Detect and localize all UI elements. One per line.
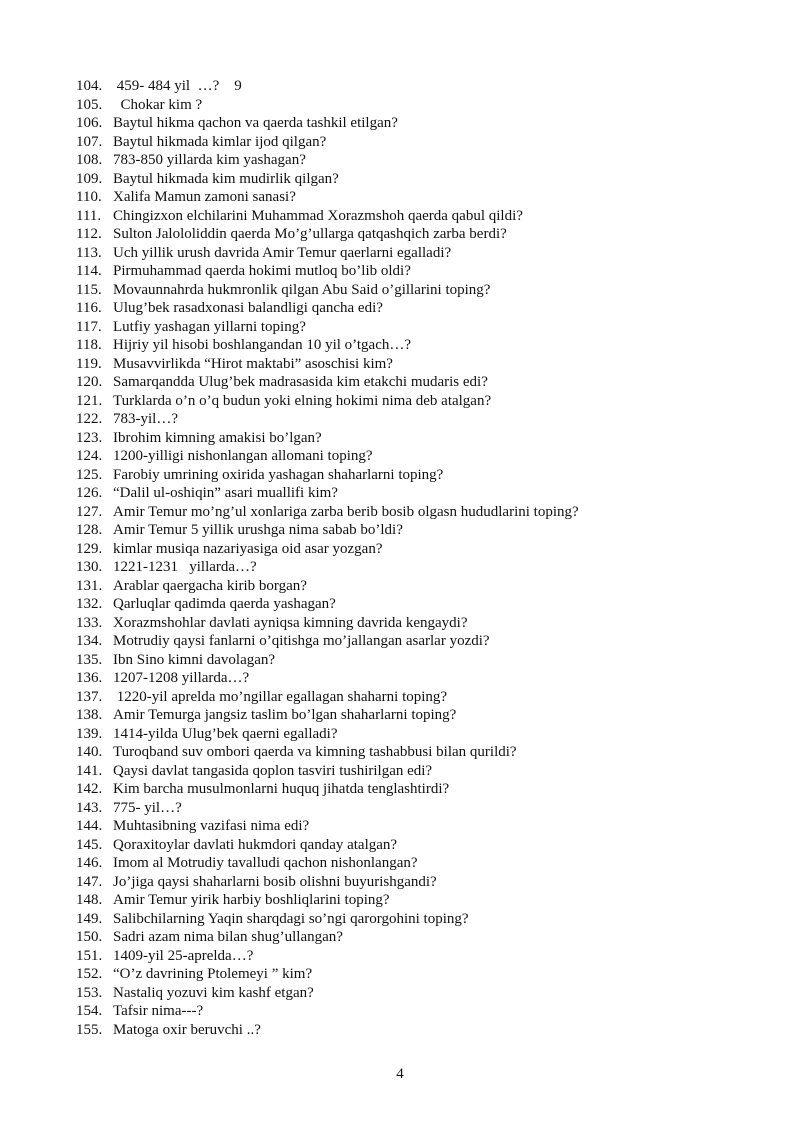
question-item	[76, 466, 579, 485]
question-text: Sadri azam nima bilan shug’ullangan?	[113, 929, 343, 945]
question-text: Xalifa Mamun zamoni sanasi?	[113, 189, 296, 205]
question-text: Qarluqlar qadimda qaerda yashagan?	[113, 596, 336, 612]
question-text: Motrudiy qaysi fanlarni o’qitishga mo’jallangan asarlar yozdi?	[113, 633, 490, 649]
question-text: Lutfiy yashagan yillarni toping?	[113, 318, 306, 335]
question-number: 125.	[76, 466, 103, 483]
question-number: 108.	[76, 152, 103, 168]
question-text: Baytul hikma qachon va qaerda tashkil etilgan?	[113, 115, 398, 131]
question-item	[76, 743, 579, 762]
question-number: 106.	[76, 115, 103, 131]
question-item	[76, 262, 579, 281]
question-number: 115.	[76, 281, 102, 298]
question-text: Baytul hikmada kim mudirlik qilgan?	[113, 170, 339, 187]
question-text: Amir Temur mo’ng’ul xonlariga zarba berib bosib olgasn hududlarini toping?	[113, 503, 579, 520]
question-number: 136.	[76, 670, 103, 686]
question-number: 148.	[76, 892, 103, 908]
question-item	[76, 651, 579, 670]
question-text: Arablar qaergacha kirib borgan?	[113, 577, 307, 594]
question-number: 150.	[76, 929, 103, 945]
question-number: 114.	[76, 263, 102, 279]
question-number: 122.	[76, 411, 103, 427]
question-text: Musavvirlikda “Hirot maktabi” asoschisi kim?	[113, 355, 393, 372]
question-item	[76, 688, 579, 707]
question-text: “O’z davrining Ptolemeyi ” kim?	[113, 966, 313, 982]
question-item	[76, 1002, 579, 1021]
question-text: 1207-1208 yillarda…?	[113, 670, 250, 686]
question-item	[76, 558, 579, 577]
question-number: 152.	[76, 966, 103, 982]
question-text: Chokar kim ?	[113, 96, 203, 113]
question-item	[76, 854, 579, 873]
question-number: 138.	[76, 707, 103, 723]
question-number: 151.	[76, 947, 103, 964]
question-text: 1409-yil 25-aprelda…?	[113, 947, 254, 964]
question-number: 144.	[76, 818, 103, 834]
question-number: 137.	[76, 688, 103, 705]
question-number: 110.	[76, 189, 102, 205]
question-text: Ulug’bek rasadxonasi balandligi qancha edi?	[113, 300, 383, 316]
question-item	[76, 244, 579, 263]
question-number: 116.	[76, 300, 102, 316]
question-text: Tafsir nima---?	[113, 1003, 204, 1019]
question-text: Hijriy yil hisobi boshlangandan 10 yil o’tgach…?	[113, 337, 412, 353]
question-item	[76, 910, 579, 929]
question-item	[76, 965, 579, 984]
question-text: Amir Temurga jangsiz taslim bo’lgan shaharlarni toping?	[113, 707, 457, 723]
question-number: 123.	[76, 429, 103, 446]
question-number: 127.	[76, 503, 103, 520]
question-text: Imom al Motrudiy tavalludi qachon nishonlangan?	[113, 855, 418, 871]
question-item	[76, 484, 579, 503]
question-text: Jo’jiga qaysi shaharlarni bosib olishni buyurishgandi?	[113, 873, 437, 890]
question-text: Farobiy umrining oxirida yashagan shaharlarni toping?	[113, 466, 444, 483]
question-text: “Dalil ul-oshiqin” asari muallifi kim?	[113, 485, 338, 501]
question-text: Turoqband suv ombori qaerda va kimning tashabbusi bilan qurildi?	[113, 744, 517, 760]
question-item	[76, 836, 579, 855]
question-number: 153.	[76, 984, 103, 1001]
question-item	[76, 336, 579, 355]
question-item	[76, 799, 579, 818]
question-item	[76, 780, 579, 799]
question-text: kimlar musiqa nazariyasiga oid asar yozgan?	[113, 540, 383, 557]
question-number: 135.	[76, 651, 103, 668]
question-item	[76, 429, 579, 448]
question-number: 111.	[76, 207, 102, 224]
question-item	[76, 1021, 579, 1040]
question-number: 119.	[76, 355, 102, 372]
question-number: 141.	[76, 762, 103, 779]
question-number: 126.	[76, 485, 103, 501]
question-number: 118.	[76, 337, 102, 353]
question-number: 117.	[76, 318, 102, 335]
question-item	[76, 225, 579, 244]
question-item	[76, 706, 579, 725]
question-text: Ibn Sino kimni davolagan?	[113, 651, 276, 668]
question-number: 120.	[76, 374, 103, 390]
question-item	[76, 392, 579, 411]
question-text: Pirmuhammad qaerda hokimi mutloq bo’lib oldi?	[113, 263, 411, 279]
question-number: 145.	[76, 836, 103, 853]
question-text: Xorazmshohlar davlati ayniqsa kimning davrida kengaydi?	[113, 614, 468, 631]
question-item	[76, 725, 579, 744]
question-item	[76, 891, 579, 910]
question-number: 139.	[76, 725, 103, 742]
question-number: 147.	[76, 873, 103, 890]
question-text: Uch yillik urush davrida Amir Temur qaerlarni egalladi?	[113, 244, 452, 261]
question-number: 142.	[76, 781, 103, 797]
question-list	[76, 77, 579, 1039]
question-number: 129.	[76, 540, 103, 557]
question-text: 783-850 yillarda kim yashagan?	[113, 152, 306, 168]
question-item	[76, 170, 579, 189]
question-item	[76, 114, 579, 133]
question-text: Nastaliq yozuvi kim kashf etgan?	[113, 984, 314, 1001]
question-text: Qaysi davlat tangasida qoplon tasviri tushirilgan edi?	[113, 762, 433, 779]
question-text: Qoraxitoylar davlati hukmdori qanday atalgan?	[113, 836, 398, 853]
question-number: 104.	[76, 78, 103, 94]
question-text: Turklarda o’n o’q budun yoki elning hokimi nima deb atalgan?	[113, 392, 492, 409]
question-number: 146.	[76, 855, 103, 871]
question-number: 149.	[76, 910, 103, 927]
question-text: Chingizxon elchilarini Muhammad Xorazmshoh qaerda qabul qildi?	[113, 207, 523, 224]
question-item	[76, 762, 579, 781]
question-item	[76, 96, 579, 115]
question-text: 1221-1231 yillarda…?	[113, 559, 257, 575]
question-item	[76, 540, 579, 559]
question-text: Baytul hikmada kimlar ijod qilgan?	[113, 133, 327, 150]
question-item	[76, 595, 579, 614]
question-text: Salibchilarning Yaqin sharqdagi so’ngi qarorgohini toping?	[113, 910, 469, 927]
question-item	[76, 669, 579, 688]
question-item	[76, 577, 579, 596]
question-number: 154.	[76, 1003, 103, 1019]
question-number: 113.	[76, 244, 102, 261]
question-item	[76, 151, 579, 170]
question-item	[76, 318, 579, 337]
question-number: 130.	[76, 559, 103, 575]
question-number: 112.	[76, 226, 102, 242]
question-number: 105.	[76, 96, 103, 113]
question-item	[76, 928, 579, 947]
question-number: 140.	[76, 744, 103, 760]
question-text: Kim barcha musulmonlarni huquq jihatda tenglashtirdi?	[113, 781, 450, 797]
question-text: 1220-yil aprelda mo’ngillar egallagan shaharni toping?	[113, 688, 448, 705]
question-number: 109.	[76, 170, 103, 187]
question-item	[76, 873, 579, 892]
question-text: 783-yil…?	[113, 411, 178, 427]
question-number: 131.	[76, 577, 103, 594]
question-item	[76, 373, 579, 392]
question-item	[76, 447, 579, 466]
question-item	[76, 632, 579, 651]
question-text: 459- 484 yil …? 9	[113, 78, 242, 94]
question-number: 107.	[76, 133, 103, 150]
question-item	[76, 207, 579, 226]
question-number: 155.	[76, 1021, 103, 1038]
question-text: Movaunnahrda hukmronlik qilgan Abu Said o’gillarini toping?	[113, 281, 491, 298]
question-number: 133.	[76, 614, 103, 631]
question-item	[76, 299, 579, 318]
question-text: Ibrohim kimning amakisi bo’lgan?	[113, 429, 322, 446]
question-item	[76, 133, 579, 152]
question-number: 124.	[76, 448, 103, 464]
question-text: Matoga oxir beruvchi ..?	[113, 1021, 261, 1038]
question-item	[76, 77, 579, 96]
question-item	[76, 281, 579, 300]
question-text: 1414-yilda Ulug’bek qaerni egalladi?	[113, 725, 338, 742]
question-item	[76, 355, 579, 374]
question-item	[76, 947, 579, 966]
question-text: Sulton Jalololiddin qaerda Mo’g’ullarga qatqashqich zarba berdi?	[113, 226, 507, 242]
page-number: 4	[396, 1066, 404, 1082]
question-item	[76, 817, 579, 836]
question-text: Amir Temur 5 yillik urushga nima sabab bo’ldi?	[113, 522, 403, 538]
question-number: 132.	[76, 596, 103, 612]
question-number: 143.	[76, 799, 103, 816]
question-text: 775- yil…?	[113, 799, 182, 816]
question-item	[76, 410, 579, 429]
question-number: 128.	[76, 522, 103, 538]
question-number: 134.	[76, 633, 103, 649]
question-item	[76, 614, 579, 633]
question-item	[76, 188, 579, 207]
question-item	[76, 984, 579, 1003]
question-text: Muhtasibning vazifasi nima edi?	[113, 818, 310, 834]
question-number: 121.	[76, 392, 103, 409]
question-item	[76, 503, 579, 522]
question-text: 1200-yilligi nishonlangan allomani toping?	[113, 448, 373, 464]
question-item	[76, 521, 579, 540]
question-text: Samarqandda Ulug’bek madrasasida kim etakchi mudaris edi?	[113, 374, 488, 390]
question-text: Amir Temur yirik harbiy boshliqlarini toping?	[113, 892, 390, 908]
